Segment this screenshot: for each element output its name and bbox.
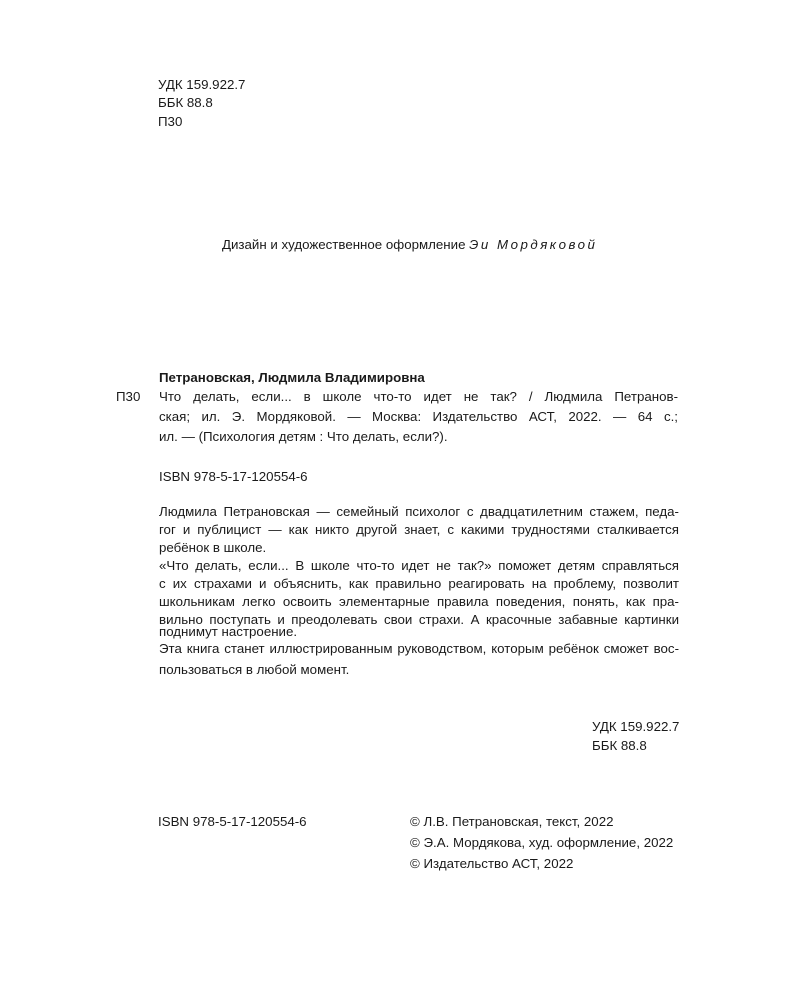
author-mark: П30 xyxy=(158,114,183,129)
abstract-line: с их страхами и объяснить, как правильно реагировать на проблему, позволит xyxy=(159,576,679,591)
copyright-line: © Издательство АСТ, 2022 xyxy=(410,856,574,871)
abstract-line: пользоваться в любой момент. xyxy=(159,662,350,677)
catalog-author: Петрановская, Людмила Владимировна xyxy=(159,370,425,385)
designer-name: Эи Мордяковой xyxy=(469,237,598,252)
abstract-line: «Что делать, если... В школе что-то идет не так?» поможет детям справляться xyxy=(159,558,679,573)
catalog-line: ил. — (Психология детям : Что делать, если?). xyxy=(159,429,448,444)
abstract-line: школьникам легко освоить элементарные правила поведения, понять, как пра- xyxy=(159,594,679,609)
abstract-line: поднимут настроение. xyxy=(159,624,298,639)
footer-isbn: ISBN 978-5-17-120554-6 xyxy=(158,814,307,829)
design-credit xyxy=(222,237,597,253)
catalog-line: ская; ил. Э. Мордяковой. — Москва: Издательство АСТ, 2022. — 64 с.; xyxy=(159,409,678,424)
udk-code: УДК 159.922.7 xyxy=(158,77,246,92)
design-credit-label: Дизайн и художественное оформление xyxy=(222,237,470,252)
abstract-line: Эта книга станет иллюстрированным руководством, которым ребёнок сможет вос- xyxy=(159,641,679,656)
copyright-line: © Э.А. Мордякова, худ. оформление, 2022 xyxy=(410,835,674,850)
right-bbk-code: ББК 88.8 xyxy=(592,738,647,753)
abstract-line: вильно поступать и преодолевать свои страхи. А красочные забавные картинки xyxy=(159,612,679,627)
catalog-isbn: ISBN 978-5-17-120554-6 xyxy=(159,469,308,484)
abstract-line: гог и публицист — как никто другой знает, с какими трудностями сталкивается xyxy=(159,522,679,537)
bbk-code: ББК 88.8 xyxy=(158,95,213,110)
catalog-line: Что делать, если... в школе что-то идет не так? / Людмила Петранов- xyxy=(159,389,678,404)
right-udk-code: УДК 159.922.7 xyxy=(592,719,680,734)
catalog-mark: П30 xyxy=(116,389,141,404)
abstract-line: ребёнок в школе. xyxy=(159,540,267,555)
abstract-line: Людмила Петрановская — семейный психолог с двадцатилетним стажем, педа- xyxy=(159,504,679,519)
copyright-line: © Л.В. Петрановская, текст, 2022 xyxy=(410,814,614,829)
